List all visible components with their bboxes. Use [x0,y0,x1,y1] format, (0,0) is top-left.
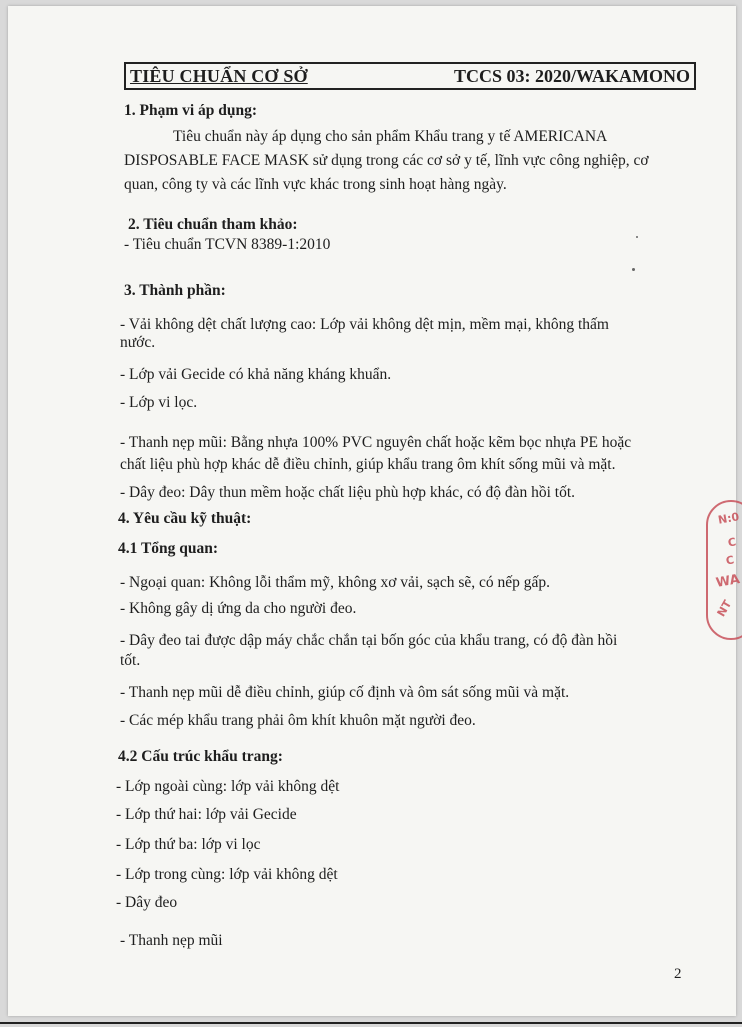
red-stamp [706,500,742,640]
section-3-line: chất liệu phù hợp khác dễ điều chỉnh, giúp khẩu trang ôm khít sống mũi và mặt. [120,456,616,473]
section-4-2-line: - Lớp thứ hai: lớp vải Gecide [116,806,297,823]
section-2-line: - Tiêu chuẩn TCVN 8389-1:2010 [124,236,331,253]
section-3-line: - Thanh nẹp mũi: Bằng nhựa 100% PVC nguyên chất hoặc kẽm bọc nhựa PE hoặc [120,434,632,451]
section-4-2-title: 4.2 Cấu trúc khẩu trang: [118,748,283,765]
page-number: 2 [674,966,682,982]
stamp-text: N:0 [717,510,741,527]
section-4-1-line: - Dây đeo tai được dập máy chắc chắn tại bốn góc của khẩu trang, có độ đàn hồi [120,632,618,649]
header-code: TCCS 03: 2020/WAKAMONO [453,66,690,86]
section-4-1-line: tốt. [120,652,141,669]
section-4-1-line: - Ngoại quan: Không lỗi thẩm mỹ, không xơ vải, sạch sẽ, có nếp gấp. [120,574,551,591]
section-4-1-line: - Không gây dị ứng da cho người đeo. [120,600,357,617]
section-4-2-line: - Lớp trong cùng: lớp vải không dệt [116,866,338,883]
section-4-1-title: 4.1 Tổng quan: [118,540,219,557]
section-3-line: - Vải không dệt chất lượng cao: Lớp vải không dệt mịn, mềm mại, không thấm [120,316,609,333]
section-4-2-line: - Dây đeo [116,894,178,911]
section-4-1-line: - Các mép khẩu trang phải ôm khít khuôn mặt người đeo. [120,712,476,729]
section-3-line: - Lớp vải Gecide có khả năng kháng khuẩn. [120,366,392,383]
section-2-title: 2. Tiêu chuẩn tham khảo: [128,216,298,233]
section-1-line: quan, công ty và các lĩnh vực khác trong sinh hoạt hàng ngày. [124,176,507,193]
section-4-2-line: - Thanh nẹp mũi [120,932,223,949]
section-3-line: - Lớp vi lọc. [120,394,198,411]
section-4-2-line: - Lớp ngoài cùng: lớp vải không dệt [116,778,340,795]
section-4-2-line: - Lớp thứ ba: lớp vi lọc [116,836,261,853]
header-title: TIÊU CHUẨN CƠ SỞ [130,66,308,86]
section-3-line: - Dây đeo: Dây thun mềm hoặc chất liệu phù hợp khác, có độ đàn hồi tốt. [120,484,575,501]
stamp-text: C [724,553,736,568]
bottom-border [0,1022,742,1024]
speck [636,236,638,238]
section-3-line: nước. [120,334,156,351]
section-4-1-line: - Thanh nẹp mũi dễ điều chỉnh, giúp cố định và ôm sát sống mũi và mặt. [120,684,570,701]
speck [632,268,635,271]
section-3-title: 3. Thành phần: [124,282,226,299]
section-1-line: Tiêu chuẩn này áp dụng cho sản phẩm Khẩu trang y tế AMERICANA [173,128,608,145]
stamp-text: WA [714,572,741,591]
stamp-text: C [726,535,738,550]
section-1-line: DISPOSABLE FACE MASK sử dụng trong các cơ sở y tế, lĩnh vực công nghiệp, cơ [124,152,649,169]
section-4-title: 4. Yêu cầu kỹ thuật: [118,510,252,527]
document-header [124,62,696,90]
stamp-text: NT [714,598,735,619]
section-1-title: 1. Phạm vi áp dụng: [124,102,258,119]
